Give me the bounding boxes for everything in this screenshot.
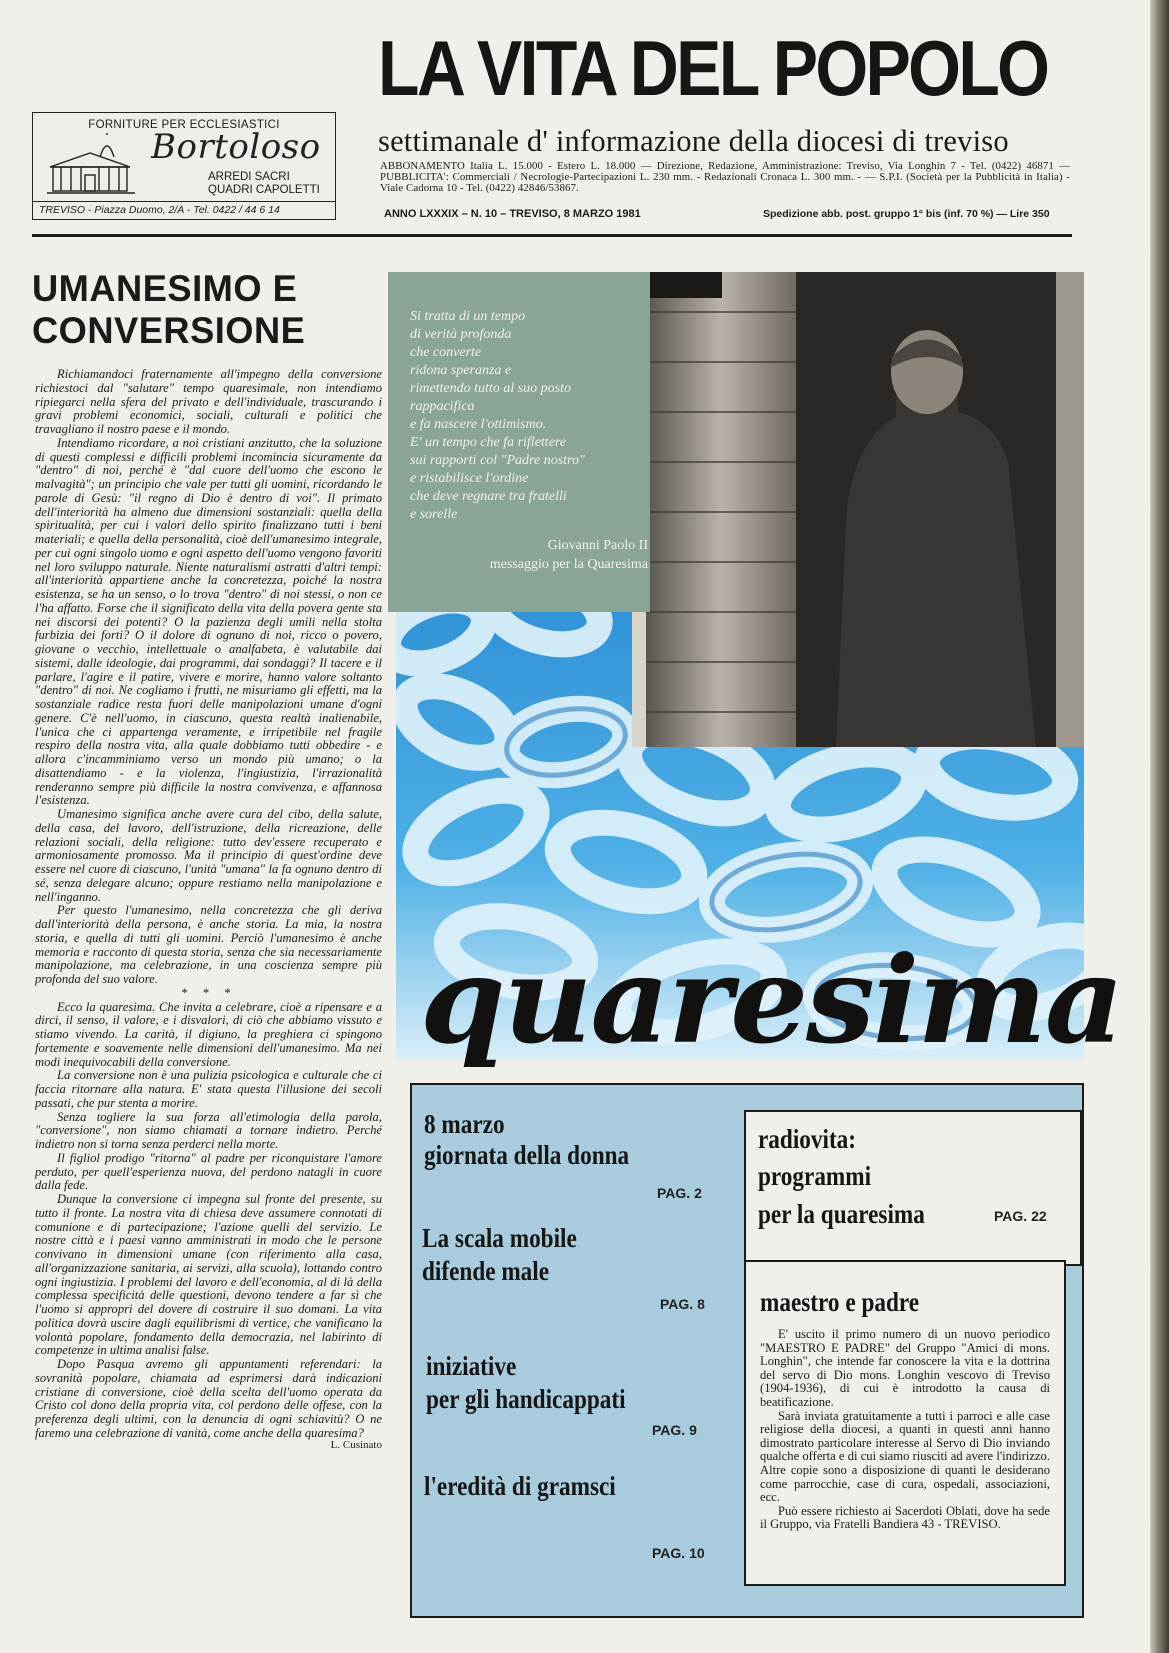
radiovita-title: radiovita: — [758, 1124, 857, 1154]
quote-attribution — [410, 536, 648, 574]
shipping-price-line: Spedizione abb. post. gruppo 1° bis (inf. 70 %) — Lire 350 — [763, 208, 1050, 220]
article-paragraph: Dunque la conversione ci impegna sul fronte del presente, su tutto il fronte. La nostra vita di chiesa deve assumere connotati di comunione e di partecipazione; l'azione quelli del servizio. Le nostre città e i paesi vanno amministrati in modo che le persone convivano in dimensioni umane (con riferimento alla casa, all'organizzazione sanitaria, ai servizi, alla scuola), lottando contro ogni ingiustizia. I problemi del lavoro e dell'economia, al di là della complessa specificità delle questioni, devono tendere a far sì che l'uomo si appropri del dovere di costruire il suo domani. La vita politica dovrà uscire dagli equilibrismi di vertice, che vanificano la volontà popolare, fondamento della democrazia, nel labirinto di competenze in ultima analisi false. — [35, 1192, 382, 1358]
maestro-paragraph: E' uscito il primo numero di un nuovo periodico "MAESTRO E PADRE" del Gruppo "Amici di mons. Longhin", che intende far conoscere la vita e la dottrina del servo di Dio mons. Longhin vescovo di Treviso (1904-1936), di cui è introdotto la causa di beatificazione. — [760, 1327, 1050, 1409]
quote-line: di verità profonda — [410, 327, 512, 342]
article-body — [35, 368, 382, 1452]
article-paragraph: La conversione non è una pulizia psicologica e culturale che ci faccia ritornare alla natura. E' stata questa l'illusione dei secoli passati, che pur stenta a morire. — [35, 1068, 382, 1110]
maestro-title: maestro e padre — [760, 1287, 920, 1317]
ad-brand-name: Bortoloso — [151, 127, 321, 167]
article-paragraph: Dopo Pasqua avremo gli appuntamenti referendari: la sovranità popolare, chiamata ad esprimersi darà indicazioni cristiane di conversione, cioè della scelta dell'uomo operata da Cristo col dono della propria vita, col perdono delle offese, con la preferenza degli ultimi, con la denuncia di ogni schiavitù? O ne faremo una celebrazione di vanità, come anche della quaresima? — [35, 1357, 382, 1440]
index-item-title: giornata della donna — [424, 1140, 630, 1170]
quote-line: rappacifica — [410, 399, 475, 414]
maestro-paragraph: Sarà inviata gratuitamente a tutti i parroci e alle case religiose della diocesi, a quanti in questi anni hanno dimostrato particolare interesse al Servo di Dio inviando qualche offerta e di cui siamo riusciti ad avere l'indirizzo. Altre copie sono a disposizione di quanti le desiderano come parrocchie, case di cura, ospedali, associazioni, ecc. — [760, 1408, 1050, 1505]
radiovita-page: PAG. 22 — [994, 1208, 1047, 1224]
article-paragraph: Per questo l'umanesimo, nella concretezza che gli deriva dall'interiorità della persona, è anche storia. La mia, la nostra storia, e quella di tutti gli uomini. Perciò l'umanesimo è anche memoria e racconto di questa storia, senza che sia necessariamente manipolazione, ma celebrazione, in una coscienza sempre più profonda del suo valore. — [35, 903, 382, 986]
maestro-paragraph: Può essere richiesto ai Sacerdoti Oblati, dove ha sede il Gruppo, via Fratelli Bandiera 43 - TREVISO. — [760, 1503, 1050, 1532]
article-paragraph: Richiamandoci fraternamente all'impegno della conversione richiestoci dal "salutare" tempo quaresimale, non intendiamo ripiegarci nella sfera del privato e dell'individuale, trascurando i gravi problemi economici, sociali, culturali e politici che travagliano il nostro paese e il mondo. — [35, 367, 382, 436]
index-item-title: iniziative — [426, 1351, 517, 1381]
article-paragraph: Il figliol prodigo "ritorna" al padre per riconquistare l'amore perduto, per quell'esperienza nuova, del perdono natagli in cuore dalla fede. — [35, 1150, 382, 1193]
quote-line: ridona speranza e — [410, 363, 512, 378]
index-item-page: PAG. 10 — [652, 1545, 705, 1561]
article-paragraph: Ecco la quaresima. Che invita a celebrare, cioè a ripensare e a dirci, il senso, il valore, e i disvalori, di ciò che abbiamo vissuto e stiamo vivendo. La carità, il digiuno, la preghiera ci spingono fortemente e soavemente nelle dimensioni dell'umanesimo. Ma nei modi inequivocabili della conversione. — [35, 999, 382, 1069]
quote-author: Giovanni Paolo II — [547, 538, 648, 553]
quote-text — [410, 308, 650, 524]
maestro-text — [760, 1328, 1050, 1532]
article-signature: L. Cusinato — [330, 1438, 382, 1451]
advertisement-box — [32, 112, 336, 220]
index-item-title: per gli handicappati — [426, 1384, 626, 1414]
newspaper-subtitle: settimanale d' informazione della diocesi di treviso — [378, 124, 1009, 158]
ad-address: TREVISO - Piazza Duomo, 2/A - Tel. 0422 / 44 6 14 — [33, 201, 335, 219]
quote-line: che deve regnare tra fratelli — [410, 489, 567, 504]
article-paragraph: Intendiamo ricordare, a noi cristiani anzitutto, che la soluzione di questi complessi e difficili problemi incomincia sicuramente da "dentro" di noi, perché è "dal cuore dell'uomo che escono le malvagità"; un principio che vale per tutti gli uomini, ricordando le parole di Gesù: "il regno di Dio è dentro di voi". Il primato dell'interiorità ha almeno due dimensioni sostanziali: quella della spiritualità, per cui i valori dello spirito finalizzano tutti i beni materiali; e quella della personalità, cioè dell'umanesimo integrale, per cui ogni singolo uomo e ogni aspetto dell'uomo vengono favoriti nel loro sviluppo naturale. Niente naturalismi astratti d'altri tempi: all'interiorità appartiene anche la concretezza, poiché la nostra esistenza, se ha un senso, o lo trova "dentro" di noi stessi, o non ce l'ha affatto. Forse che il significato della vita della povera gente sta nei discorsi dei potenti? O la pazienza degli umili nella stolta furbizia dei forti? O il dolore di ognuno di noi, ricco o povero, giovane o vecchio, intellettuale o analfabeta, è valutabile dai sistemi, dalle ideologie, dai programmi, dai sondaggi? Il tacere e il parlare, l'agire e il patire, vivere e morire, hanno valore soltanto "dentro" di noi. Ne cogliamo i frutti, ne misuriamo gli effetti, ma la sostanziale radice resta fuori delle manipolazioni umane d'ogni genere. C'è nell'uomo, in ciascuno, questa realtà inalienabile, l'unica che ci appartenga veramente, e irripetibile nel fragile respiro della nostra vita, alla quale dobbiamo tutti obbedire - e allora c'incamminiamo verso un mondo più umano; o la disattendiamo - e la violenza, l'ingiustizia, l'irrazionalità renderanno sempre più difficile la nostra convivenza, e affannosa l'esistenza. — [35, 435, 382, 808]
quote-source: messaggio per la Quaresima — [489, 557, 648, 572]
index-item-page: PAG. 9 — [652, 1422, 697, 1438]
subscription-info: ABBONAMENTO Italia L. 15.000 - Estero L. 18.000 — Direzione, Redazione, Amministrazione: Treviso, Via Longhin 7 - Tel. (0422) 46871 — PUBBLICITA': Commerciali / Necrologie-Partecipazioni L. 230 mm. - Redazionali Cronaca L. 300 mm. - — S.P.I. (Società per la Pubblicità in Italia) - Viale Cadorna 10 - Tel. (0422) 42846/53867. — [380, 160, 1070, 195]
article-paragraph: Senza togliere la sua forza all'etimologia della parola, "conversione", non siamo chiamati a tornare indietro. Perché indietro non si torna senza perderci nella morte. — [35, 1109, 382, 1151]
quote-line: e sorelle — [410, 507, 458, 522]
church-icon — [45, 133, 145, 201]
index-item-page: PAG. 2 — [657, 1185, 702, 1201]
article-paragraph: Umanesimo significa anche avere cura del cibo, della salute, della casa, del lavoro, dell'istruzione, della ricreazione, delle relazioni sociali, della religione: tutto dev'essere recuperato e armoniosamente promosso. Ma il principio di quest'ordine deve essere nel cuore di ciascuno, l'unità "umana" la fa ognuno dentro di sé, senza delegare alcuno; oppure restiamo nella manipolazione e nell'inganno. — [35, 807, 382, 904]
newspaper-title: LA VITA DEL POPOLO — [378, 24, 1048, 112]
quote-line: e ristabilisce l'ordine — [410, 471, 529, 486]
article-headline: UMANESIMO E CONVERSIONE — [32, 268, 306, 351]
issue-line: ANNO LXXXIX – N. 10 – TREVISO, 8 MARZO 1981 — [384, 208, 641, 220]
ad-top-line: FORNITURE PER ECCLESIASTICI — [88, 119, 280, 131]
quote-line: sui rapporti col "Padre nostro" — [410, 453, 585, 468]
ad-line-1: ARREDI SACRI — [208, 171, 290, 183]
quote-line: rimettendo tutto al suo posto — [410, 381, 571, 396]
index-item-title: difende male — [422, 1256, 550, 1286]
quote-line: Si tratta di un tempo — [410, 309, 526, 324]
page-binding-edge — [1150, 0, 1169, 1653]
ad-line-2: QUADRI CAPOLETTI — [208, 184, 320, 196]
radiovita-title: programmi — [758, 1161, 872, 1191]
masthead-divider — [32, 234, 1072, 237]
section-separator: * * * — [180, 985, 237, 1000]
index-item-title: 8 marzo — [424, 1109, 505, 1139]
index-item-page: PAG. 8 — [660, 1296, 705, 1312]
index-item-title: La scala mobile — [422, 1223, 577, 1253]
index-item-title: l'eredità di gramsci — [424, 1471, 616, 1501]
radiovita-title: per la quaresima — [758, 1199, 925, 1229]
feature-title: quaresima — [420, 930, 1123, 1071]
quote-line: che converte — [410, 345, 482, 360]
quote-line: e fa nascere l'ottimismo. — [410, 417, 547, 432]
quote-line: E' un tempo che fa riflettere — [410, 435, 567, 450]
